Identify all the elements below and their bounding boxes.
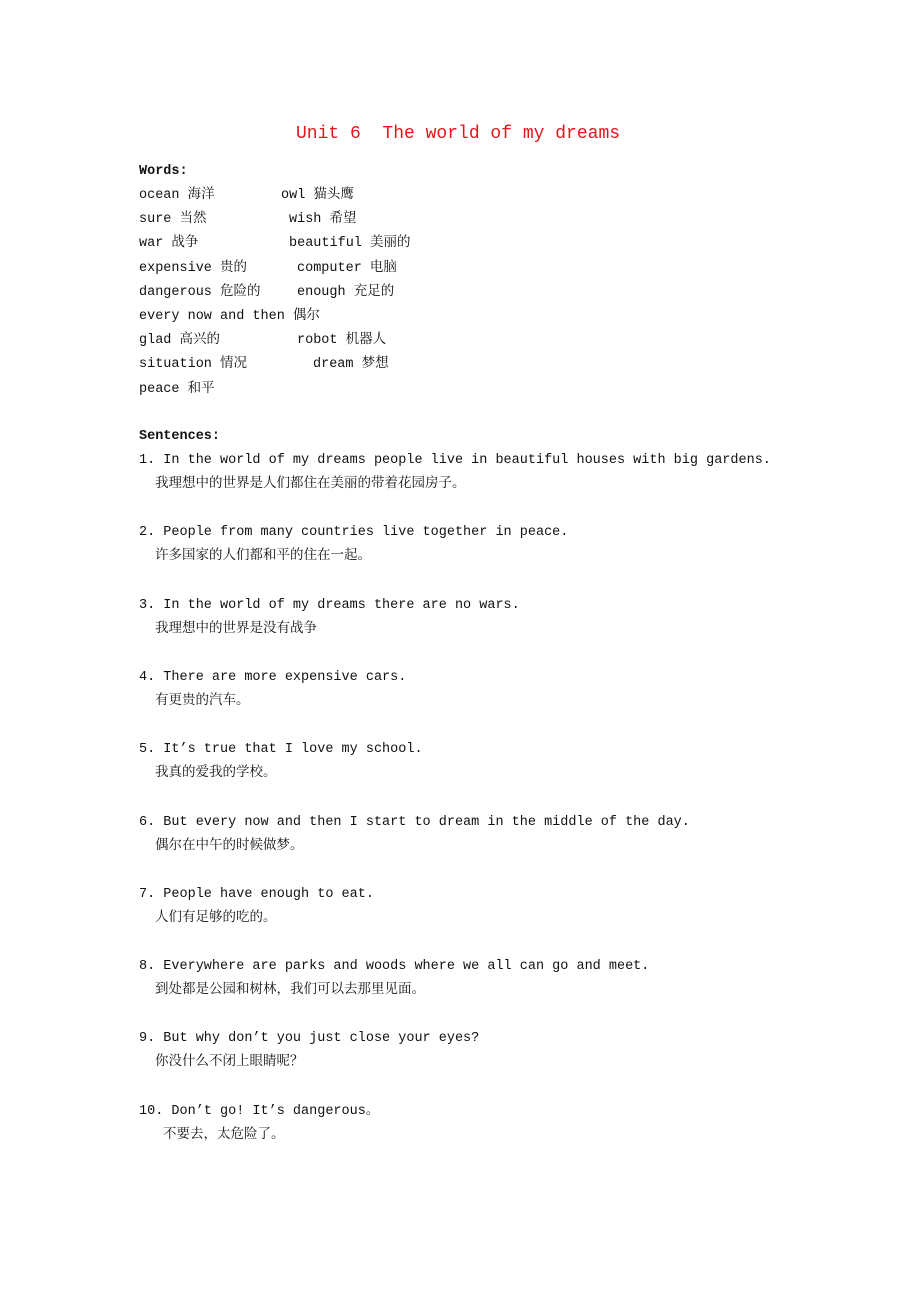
word-entry: wish 希望 — [289, 212, 357, 228]
sentence-english: 1. In the world of my dreams people live in beautiful houses with big gardens. — [139, 453, 771, 468]
word-entry: owl 猫头鹰 — [281, 188, 354, 203]
sentence-translation: 人们有足够的吃的。 — [155, 910, 277, 926]
sentence-english: 6. But every now and then I start to dream in the middle of the day. — [139, 814, 690, 830]
sentence-translation: 有更贵的汽车。 — [155, 693, 250, 709]
word-entry: robot 机器人 — [297, 333, 387, 349]
sentence-translation: 我理想中的世界是没有战争 — [155, 621, 317, 637]
sentence-english: 8. Everywhere are parks and woods where we all can go and meet. — [139, 959, 650, 975]
word-entry: expensive 贵的 — [139, 260, 248, 276]
word-entry: dangerous 危险的 — [139, 284, 261, 300]
word-entry: war 战争 — [139, 236, 199, 252]
word-entry: situation 情况 — [139, 357, 248, 373]
word-entry: ocean 海洋 — [139, 188, 215, 203]
sentence-english: 3. In the world of my dreams there are no wars. — [139, 597, 520, 613]
sentence-english: 10. Don’t go! It’s dangerous。 — [139, 1103, 380, 1119]
word-entry: enough 充足的 — [297, 284, 395, 300]
sentences-heading: Sentences: — [139, 429, 221, 444]
words-heading: Words: — [139, 164, 188, 179]
word-entry: glad 高兴的 — [139, 333, 221, 349]
sentence-translation: 不要去，太危险了。 — [163, 1127, 285, 1143]
sentence-translation: 你没什么不闭上眼睛呢？ — [155, 1055, 304, 1071]
sentence-english: 7. People have enough to eat. — [139, 886, 374, 902]
word-entry: peace 和平 — [139, 381, 215, 397]
word-entry: dream 梦想 — [313, 357, 389, 373]
word-entry: beautiful 美丽的 — [289, 236, 411, 252]
sentence-translation: 到处都是公园和树林，我们可以去那里见面。 — [155, 983, 425, 999]
sentence-english: 5. It’s true that I love my school. — [139, 742, 423, 758]
sentence-translation: 偶尔在中午的时候做梦。 — [155, 838, 304, 854]
sentence-translation: 我理想中的世界是人们都住在美丽的带着花园房子。 — [155, 477, 466, 492]
word-entry: sure 当然 — [139, 212, 207, 228]
sentence-translation: 我真的爱我的学校。 — [155, 766, 277, 782]
sentence-translation: 许多国家的人们都和平的住在一起。 — [155, 549, 371, 565]
document-title: Unit 6 The world of my dreams — [296, 124, 621, 144]
sentence-english: 4. There are more expensive cars. — [139, 669, 407, 685]
word-entry: every now and then 偶尔 — [139, 309, 320, 324]
sentence-english: 2. People from many countries live together in peace. — [139, 525, 569, 541]
word-entry: computer 电脑 — [297, 260, 397, 276]
sentence-english: 9. But why don’t you just close your eyes? — [139, 1031, 480, 1047]
